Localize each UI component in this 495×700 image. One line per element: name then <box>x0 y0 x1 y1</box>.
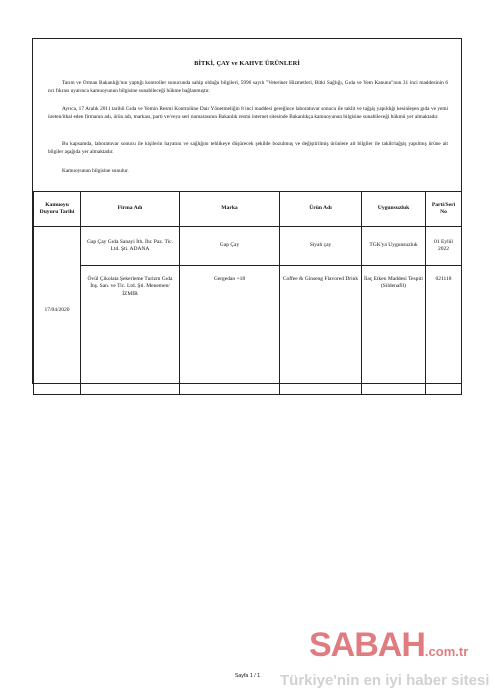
sabah-watermark <box>280 620 495 700</box>
paragraph-1: Tarım ve Orman Bakanlığı'nın yaptığı kontroller sonucunda sahip olduğu bilgileri, 5996 sayılı "Veteriner Hizmetleri, Bitki Sağlığı, Gıda ve Yem Kanunu"nun 31 inci maddesinin 6 ncı fıkrası uyarınca kamuoyunun bilgisine sunabileceği hükme bağlanmıştır. <box>48 80 448 95</box>
watermark-logo-text: SABAH <box>309 626 425 664</box>
header-date: Kamuoyu Duyuru Tarihi <box>34 192 81 227</box>
intro-section <box>33 39 461 191</box>
paragraph-3: Bu kapsamda, laboratuvar sonucu ile kişilerin hayatını ve sağlığını tehlikeye düşürecek şekilde bozulmuş ve değiştirilmiş ürünlere ait bilgiler ile taklit/tağşiş yapılmış ürüne ait bilgiler aşağıda yer almaktadır. <box>48 141 448 156</box>
product-name: Coffee & Ginseng Flavored Drink <box>280 266 362 395</box>
watermark-logo <box>309 626 468 665</box>
table-row <box>34 266 462 395</box>
table-header-row <box>34 192 462 227</box>
watermark-tagline: Türkiye'nin en iyi haber sitesi <box>280 672 490 689</box>
page-number: Sayfa 1 / 1 <box>234 673 261 679</box>
header-brand: Marka <box>180 192 280 227</box>
document-frame <box>32 38 462 384</box>
firm-name: Gap Çay Gıda Sanayi İth. İhr. Paz. Tic. Ltd. Şti. ADANA <box>81 227 180 266</box>
header-batch: Parti/Seri No <box>426 192 462 227</box>
brand: Gergedan +18 <box>180 266 280 395</box>
header-product: Ürün Adı <box>280 192 362 227</box>
header-nonconformity: Uygunsuzluk <box>362 192 426 227</box>
table-row <box>34 227 462 266</box>
paragraph-2: Ayrıca, 17 Aralık 2011 tarihli Gıda ve Yemin Resmi Kontrolüne Dair Yönetmeliğin 8 inci maddesi gereğince laboratuvar sonucu ile taklit ve tağşiş yapıldığı kesinleşen gıda ve yemi üreten/ithal eden firmanın adı, ürün adı, markası, parti ve/veya seri numarasının Bakanlık resmi internet sitesinde Bakanlıkça kamuoyunun bilgisine sunabileceği hükmü yer almaktadır. <box>48 106 448 121</box>
announcement-date: 17/04/2020 <box>34 227 81 395</box>
paragraph-4: Kamuoyunun bilgisine sunulur. <box>62 168 129 174</box>
batch-number: 01 Eylül 2022 <box>426 227 462 266</box>
brand: Gap Çay <box>180 227 280 266</box>
watermark-domain: .com.tr <box>424 644 469 659</box>
document-title: BİTKİ, ÇAY ve KAHVE ÜRÜNLERİ <box>194 60 300 67</box>
nonconformity: İlaç Etken Maddesi Tespiti (Sildenafil) <box>362 266 426 395</box>
firm-name: Övül Çikolata Şekerleme Turizm Gıda İnş. San. ve Tic. Ltd. Şti. Menemen/İZMİR <box>81 266 180 395</box>
batch-number: 021118 <box>426 266 462 395</box>
header-firm: Firma Adı <box>81 192 180 227</box>
product-table <box>33 191 462 395</box>
product-name: Siyah çay <box>280 227 362 266</box>
nonconformity: TGK'ya Uygunsuzluk <box>362 227 426 266</box>
